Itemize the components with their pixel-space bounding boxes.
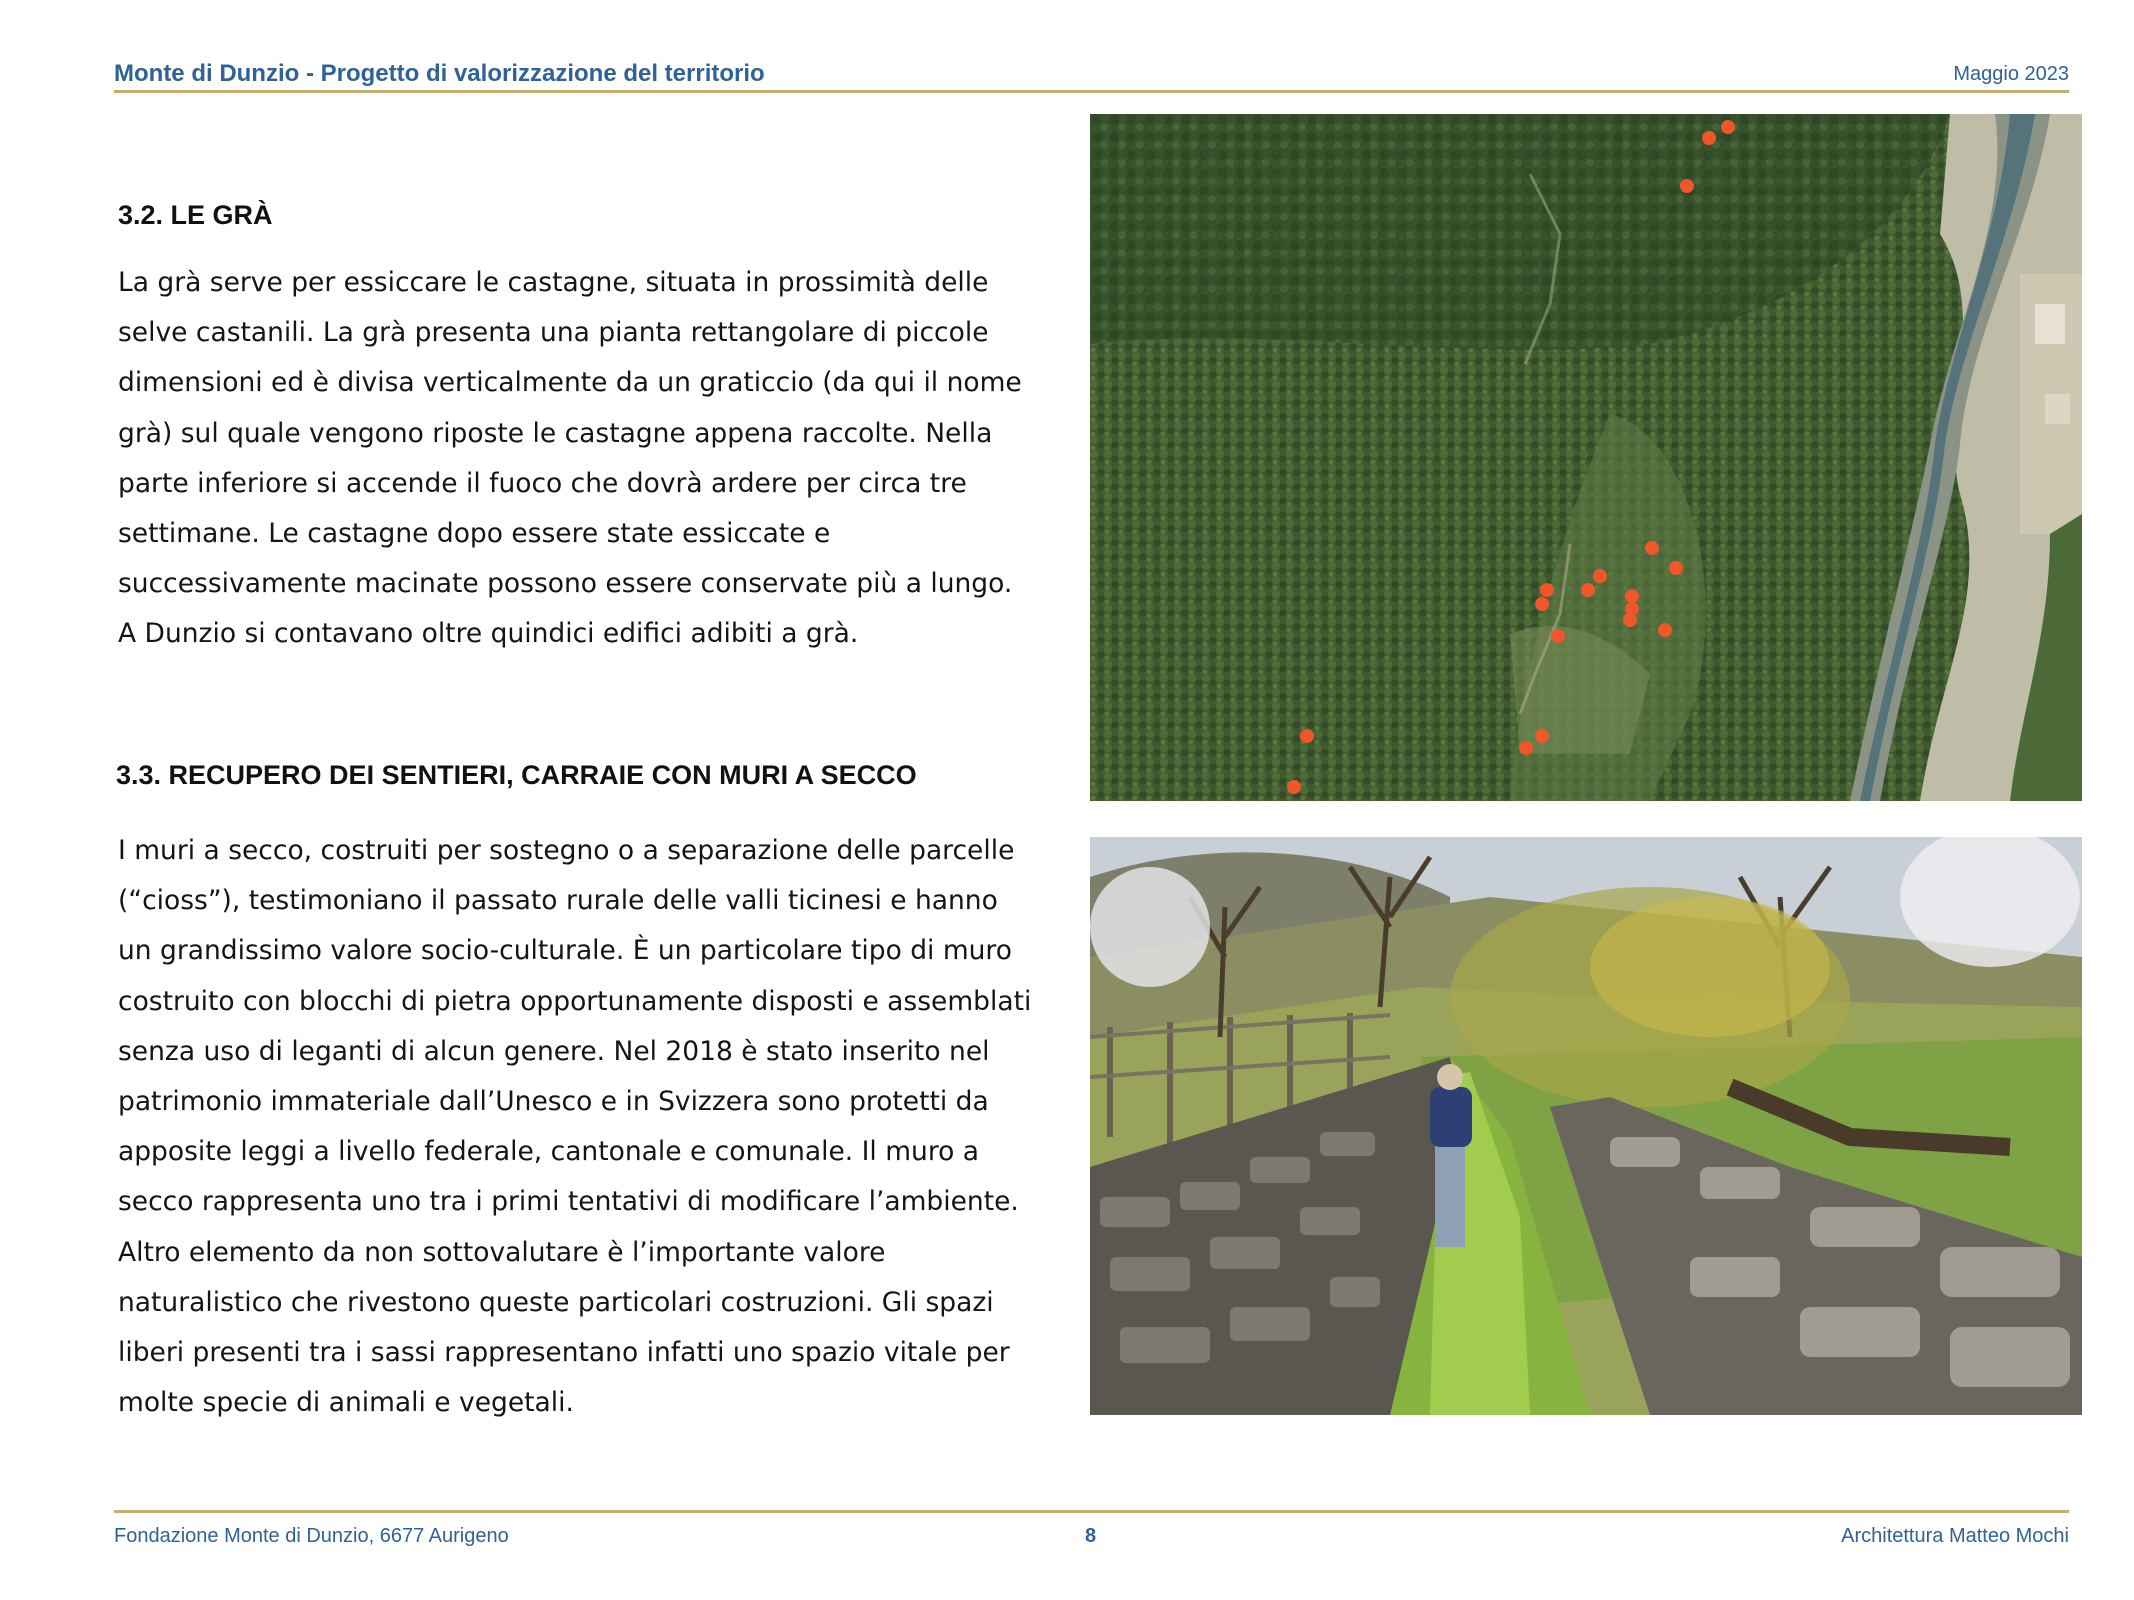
dry-stone-wall-photo [1090,837,2082,1415]
paragraph-gra: La grà serve per essiccare le castagne, situata in prossimità delle selve castanili. La grà presenta una pianta rettangolare di piccole dimensioni ed è divisa verticalmente da un graticcio (da qui il nome grà) sul quale vengono riposte le castagne appena raccolte. Nella parte inferiore si accende il fuoco che dovrà ardere per circa tre settimane. Le castagne dopo essere state essiccate e successivamente macinate possono essere conservate più a lungo. A Dunzio si contavano oltre quindici edifici adibiti a grà. [118,267,1022,650]
paragraph-sentieri: I muri a secco, costruiti per sostegno o a separazione delle parcelle (“cioss”), testimoniano il passato rurale delle valli ticinesi e hanno un grandissimo valore socio-culturale. È un particolare tipo di muro costruito con blocchi di pietra opportunamente disposti e assemblati senza uso di leganti di alcun genere. Nel 2018 è stato inserito nel patrimonio immateriale dall’Unesco e in Svizzera sono protetti da apposite leggi a livello federale, cantonale e comunale. Il muro a secco rappresenta uno tra i primi tentativi di modificare l’ambiente. Altro elemento da non sottovalutare è l’importante valore naturalistico che rivestono queste particolari costruzioni. Gli spazi liberi presenti tra i sassi rappresentano infatti uno spazio vitale per molte specie di animali e vegetali. [118,835,1032,1419]
footer-author: Architettura Matteo Mochi [1841,1525,2069,1547]
document-title: Monte di Dunzio - Progetto di valorizzazione del territorio [114,60,765,87]
footer-divider [114,1510,2069,1513]
section-heading-gra: 3.2. LE GRÀ [118,200,273,230]
section-heading-sentieri: 3.3. RECUPERO DEI SENTIERI, CARRAIE CON MURI A SECCO [116,760,917,790]
aerial-map-photo [1090,114,2082,801]
section-text-gra [118,258,1038,660]
section-text-sentieri [118,826,1038,1428]
document-date: Maggio 2023 [1953,63,2069,85]
header-divider [114,90,2069,93]
page-number: 8 [1085,1525,1097,1547]
footer-organization: Fondazione Monte di Dunzio, 6677 Aurigeno [114,1525,509,1547]
